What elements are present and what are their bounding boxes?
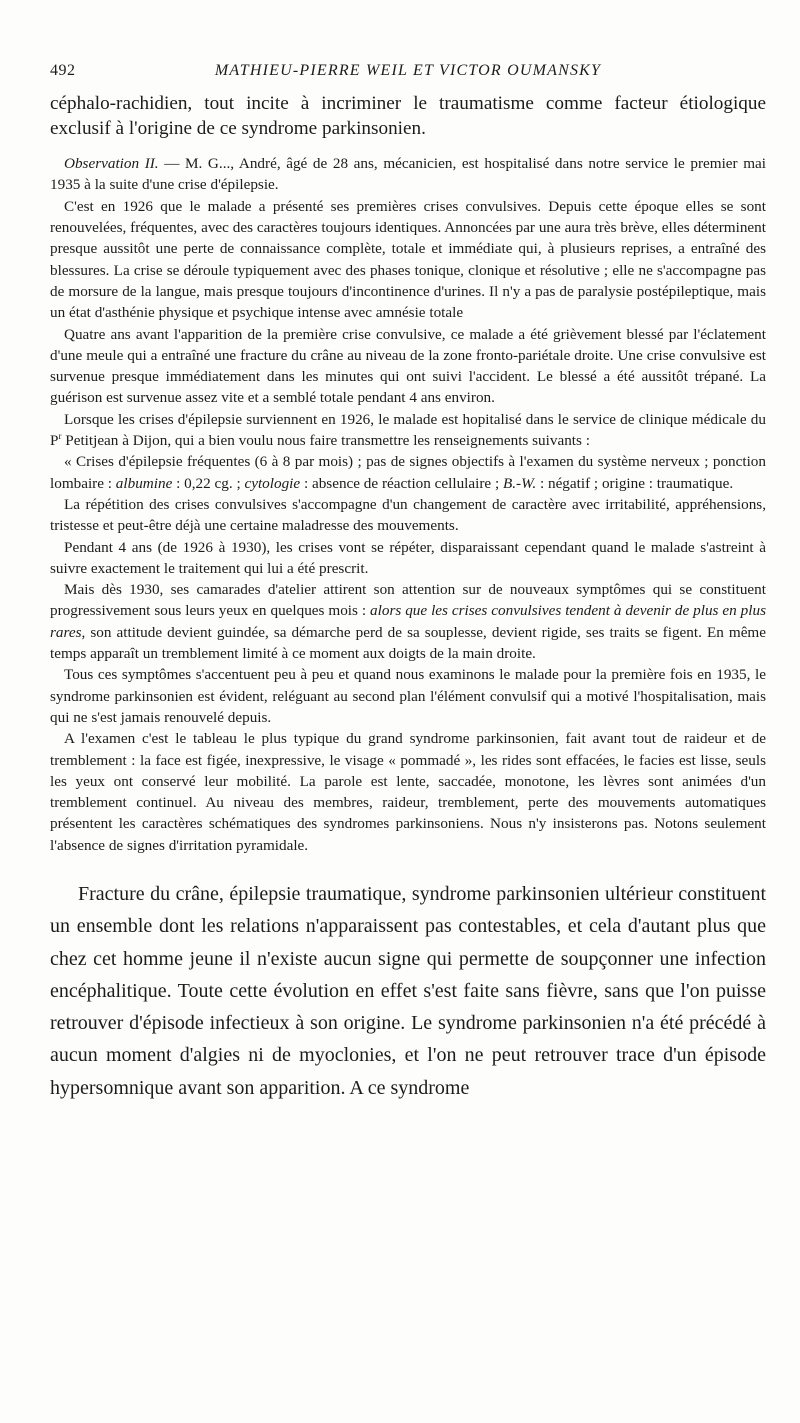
observation-paragraph-8 xyxy=(50,579,766,664)
p8-quote: alors que les crises convulsives tendent à devenir de plus en plus rares xyxy=(50,602,767,641)
conclusion-paragraph: Fracture du crâne, épilepsie traumatique, syndrome parkinsonien ultérieur constituent un ensemble dont les relations n'apparaissent pas contestables, et cela d'autant plus que chez cet homme jeune il n'existe aucun signe qui permette de soupçonner une infection encéphalitique. Toute cette évolution en effet s'est faite sans fièvre, sans que l'on puisse retrouver d'épisode infectieux à son origine. Le syndrome parkinsonien n'a été précédé à aucun moment d'algies ni de myoclonies, et l'on ne peut retrouver trace d'un épisode hypersomnique avant son apparition. A ce syndrome xyxy=(50,882,766,1099)
p4-superscript: r xyxy=(58,430,62,441)
p5-text-c: : absence de réaction cellulaire ; xyxy=(300,474,503,492)
observation-paragraph-2: C'est en 1926 que le malade a présenté ses premières crises convulsives. Depuis cette époque elles se sont renouvelées, fréquentes, avec des caractères toujours identiques. Annoncées par une aura très brève, elles déterminent presque aussitôt une perte de connaissance complète, totale et immédiate qui, à plusieurs reprises, a entraîné des blessures. La crise se déroule typiquement avec des phases tonique, clonique et résolutive ; elle ne s'accompagne pas de morsure de la langue, mais presque toujours d'incontinence d'urines. Il n'y a pas de paralysie postépileptique, mais un état d'asthénie physique et psychique intense avec amnésie totale xyxy=(50,197,766,322)
p5-text-b: : 0,22 cg. ; xyxy=(172,474,245,492)
running-header xyxy=(50,62,766,92)
p5-cytologie: cytologie xyxy=(244,474,301,492)
p5-text-d: : négatif ; origine : traumatique. xyxy=(536,474,734,492)
p4-text-a: Lorsque les crises d'épilepsie surviennent en 1926, le malade est hopitalisé dans le service de clinique médicale du P xyxy=(50,410,766,450)
page xyxy=(50,62,766,1104)
p5-bw: B.-W. xyxy=(502,474,537,492)
running-title: MATHIEU-PIERRE WEIL ET VICTOR OUMANSKY xyxy=(214,62,602,79)
p8-text-b: , son attitude devient guindée, sa démarche perd de sa souplesse, devient rigide, ses traits se figent. En même temps apparaît un tremblement limité à ce moment aux doigts de la main droite. xyxy=(50,623,766,663)
intro-paragraph: céphalo-rachidien, tout incite à incriminer le traumatisme comme facteur étiologique exclusif à l'origine de ce syndrome parkinsonien. xyxy=(50,93,766,139)
observation-paragraph-3: Quatre ans avant l'apparition de la première crise convulsive, ce malade a été grièvement blessé par l'éclatement d'une meule qui a entraîné une fracture du crâne au niveau de la zone fronto-pariétale droite. Une crise convulsive est survenue presque immédiatement dans les minutes qui ont suivi l'accident. Le blessé a été aussitôt trépané. La guérison est survenue assez vite et a semblé totale pendant 4 ans environ. xyxy=(50,325,766,407)
conclusion-section xyxy=(50,878,766,1104)
observation-paragraph-9: Tous ces symptômes s'accentuent peu à peu et quand nous examinons le malade pour la première fois en 1935, le syndrome parkinsonien est évident, reléguant au second plan l'élément convulsif qui a motivé l'hospitalisation, mais qui ne s'est jamais renouvelé depuis. xyxy=(50,666,766,726)
p4-text-b: Petitjean à Dijon, qui a bien voulu nous faire transmettre les renseignements suivants : xyxy=(61,432,590,450)
observation-section xyxy=(50,153,766,856)
observation-label: Observation II. xyxy=(64,155,159,173)
observation-paragraph-1 xyxy=(50,153,766,196)
observation-paragraph-6: La répétition des crises convulsives s'accompagne d'un changement de caractère avec irritabilité, appréhensions, tristesse et peut-être déjà une certaine maladresse des mouvements. xyxy=(50,495,766,535)
observation-intro-text: — M. G..., André, âgé de 28 ans, mécanicien, est hospitalisé dans notre service le premier mai 1935 à la suite d'une crise d'épilepsie. xyxy=(50,155,766,194)
page-number: 492 xyxy=(50,62,76,79)
observation-paragraph-7: Pendant 4 ans (de 1926 à 1930), les crises vont se répéter, disparaissant cependant quand le malade s'astreint à suivre exactement le traitement qui lui a été prescrit. xyxy=(50,538,766,577)
p8-text-a: Mais dès 1930, ses camarades d'atelier attirent son attention sur de nouveaux symptômes qui se constituent progressivement sous leurs yeux en quelques mois : xyxy=(50,581,766,620)
p5-text-a: « Crises d'épilepsie fréquentes (6 à 8 par mois) ; pas de signes objectifs à l'examen du système nerveux ; ponction lombaire : xyxy=(50,453,766,492)
observation-paragraph-10: A l'examen c'est le tableau le plus typique du grand syndrome parkinsonien, fait avant tout de raideur et de tremblement : la face est figée, inexpressive, le visage « pommadé », les rides sont effacées, le facies est lisse, seuls les yeux ont conservé leur mobilité. La parole est lente, saccadée, monotone, les lèvres sont animées d'un tremblement continuel. Au niveau des membres, raideur, tremblement, perte des mouvements automatiques présentent les caractères schématiques des syndromes parkinsoniens. Nous n'y insisterons pas. Notons seulement l'absence de signes d'irritation pyramidale. xyxy=(50,730,766,854)
p5-albumine: albumine xyxy=(115,474,173,492)
observation-paragraph-4 xyxy=(50,409,766,452)
observation-paragraph-5 xyxy=(50,451,766,494)
